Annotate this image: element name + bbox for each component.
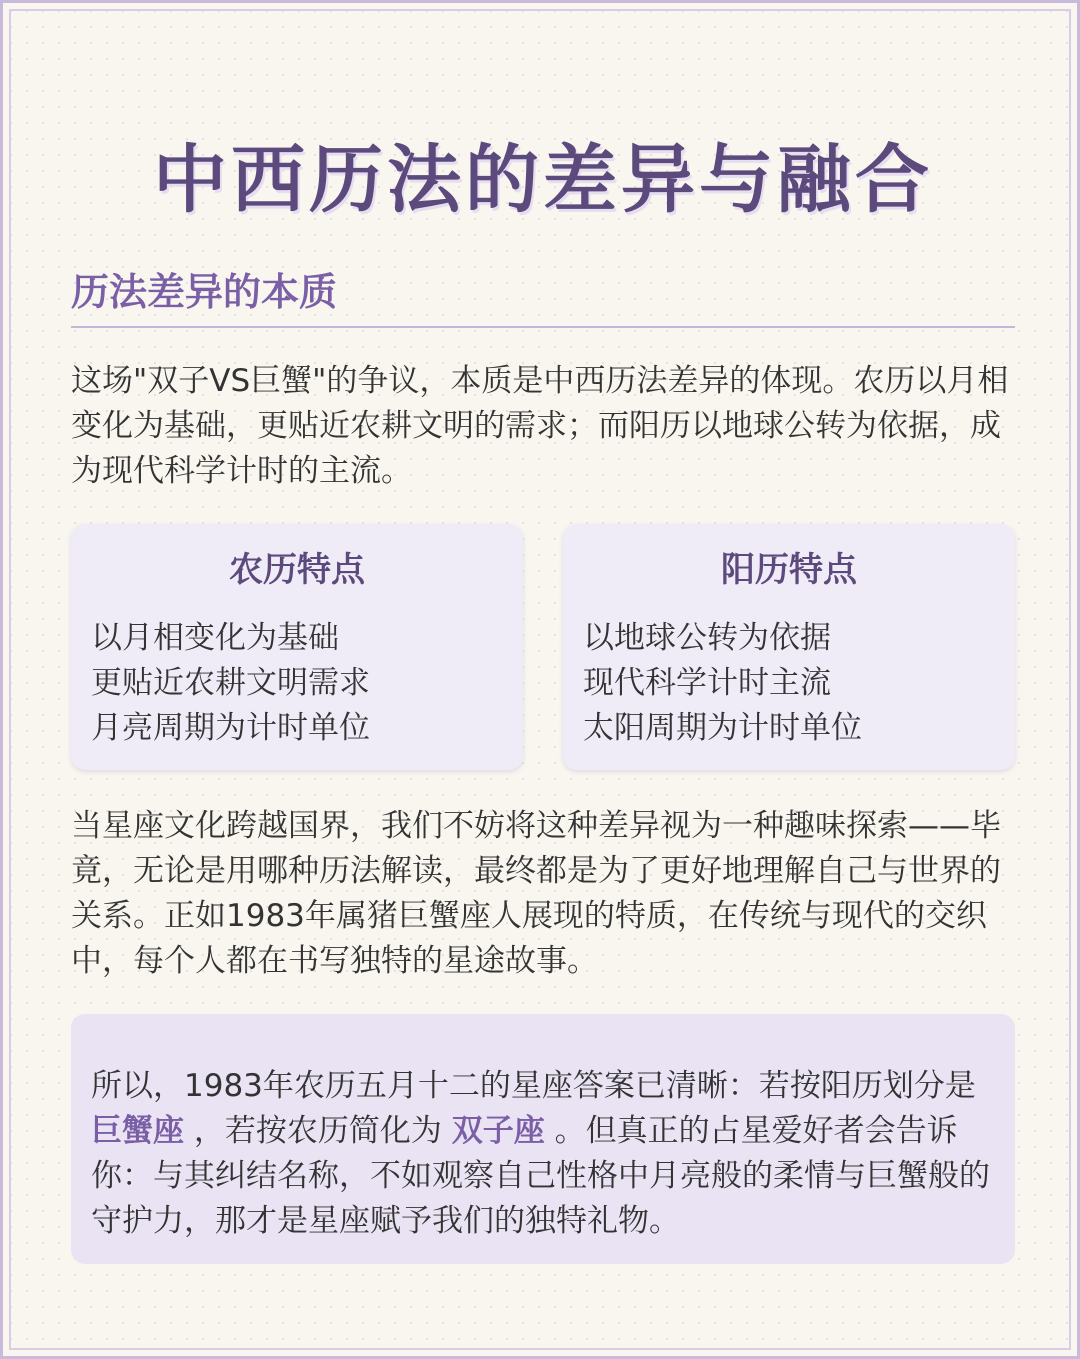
summary-text-2: ，若按农历简化为 [184, 1113, 452, 1149]
summary-text-1: 所以，1983年农历五月十二的星座答案已清晰：若按阳历划分是 [91, 1068, 976, 1104]
card-title: 农历特点 [229, 550, 365, 590]
list-item: 更贴近农耕文明需求 [91, 665, 370, 701]
card-list [583, 616, 862, 751]
intro-paragraph: 这场"双子VS巨蟹"的争议，本质是中西历法差异的体现。农历以月相变化为基础，更贴近农耕文明的需求；而阳历以地球公转为依据，成为现代科学计时的主流。 [71, 363, 1009, 489]
list-item: 以地球公转为依据 [583, 620, 831, 656]
card-title: 阳历特点 [721, 550, 857, 590]
list-item: 以月相变化为基础 [91, 620, 339, 656]
section-divider [71, 326, 1015, 328]
page-title: 中西历法的差异与融合 [153, 137, 933, 223]
solar-calendar-card [563, 524, 1015, 770]
card-list [91, 616, 370, 751]
list-item: 现代科学计时主流 [583, 665, 831, 701]
highlight-cancer: 巨蟹座 [91, 1113, 184, 1149]
middle-paragraph: 当星座文化跨越国界，我们不妨将这种差异视为一种趣味探索——毕竟，无论是用哪种历法解读，最终都是为了更好地理解自己与世界的关系。正如1983年属猪巨蟹座人展现的特质，在传统与现代的交织中，每个人都在书写独特的星途故事。 [71, 808, 1001, 979]
lunar-calendar-card [71, 524, 523, 770]
highlight-gemini: 双子座 [451, 1113, 545, 1149]
list-item: 月亮周期为计时单位 [91, 710, 370, 746]
summary-box [71, 1014, 1015, 1264]
section-heading: 历法差异的本质 [71, 270, 338, 314]
summary-text-3: 。但真正的占星爱好者会告诉你：与其纠结名称，不如观察自己性格中月亮般的柔情与巨蟹般的守护力，那才是星座赋予我们的独特礼物。 [91, 1113, 990, 1239]
list-item: 太阳周期为计时单位 [583, 710, 862, 746]
summary-paragraph [91, 1064, 995, 1244]
